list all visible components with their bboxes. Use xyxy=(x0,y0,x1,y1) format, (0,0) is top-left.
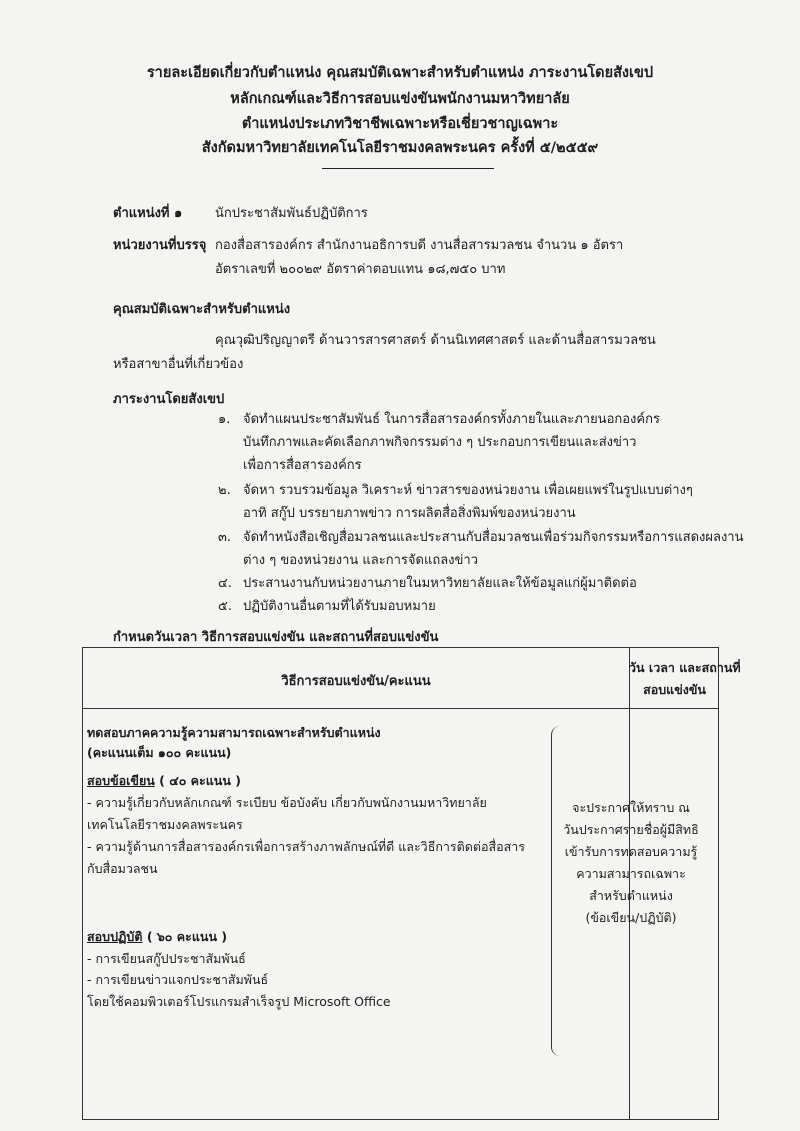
header-line-3: ตำแหน่งประเภทวิชาชีพเฉพาะหรือเชี่ยวชาญเฉพาะ xyxy=(241,116,559,132)
header-divider xyxy=(322,168,494,169)
duty-line: ประสานงานกับหน่วยงานภายในมหาวิทยาลัยและให้ข้อมูลแก่ผู้มาติดต่อ xyxy=(243,576,637,591)
written-score: ( ๔๐ คะแนน ) xyxy=(159,773,241,788)
practical-item: โดยใช้คอมพิวเตอร์โปรแกรมสำเร็จรูป Microsoft Office xyxy=(87,994,391,1009)
duty-number: ๔. xyxy=(218,576,232,591)
written-item: เทคโนโลยีราชมงคลพระนคร xyxy=(87,817,243,832)
duty-line: อาทิ สกู๊ป บรรยายภาพข่าว การผลิตสื่อสิ่งพิมพ์ของหน่วยงาน xyxy=(243,506,576,521)
exam-total: (คะแนนเต็ม ๑๐๐ คะแนน) xyxy=(87,745,232,760)
exam-title: ทดสอบภาคความรู้ความสามารถเฉพาะสำหรับตำแหน่ง xyxy=(87,725,381,740)
column-header-method: วิธีการสอบแข่งขัน/คะแนน xyxy=(281,674,431,689)
duties-heading: ภาระงานโดยสังเขป xyxy=(113,392,225,407)
table-header-divider xyxy=(83,708,718,709)
duty-number: ๕. xyxy=(218,599,232,614)
header-line-4: สังกัดมหาวิทยาลัยเทคโนโลยีราชมงคลพระนคร ครั้งที่ ๕/๒๕๕๙ xyxy=(201,140,599,156)
duty-line: จัดทำหนังสือเชิญสื่อมวลชนและประสานกับสื่อมวลชนเพื่อร่วมกิจกรรมหรือการแสดงผลงาน xyxy=(243,530,744,545)
duty-line: ปฏิบัติงานอื่นตามที่ได้รับมอบหมาย xyxy=(243,599,436,614)
announcement-line: จะประกาศให้ทราบ ณ xyxy=(572,800,690,815)
position-value: นักประชาสัมพันธ์ปฏิบัติการ xyxy=(215,206,368,221)
announcement-text xyxy=(551,797,711,929)
unit-label: หน่วยงานที่บรรจุ xyxy=(113,238,207,253)
duty-line: จัดหา รวบรวมข้อมูล วิเคราะห์ ข่าวสารของหน่วยงาน เพื่อเผยแพร่ในรูปแบบต่างๆ xyxy=(243,483,693,498)
announcement-line: วันประกาศรายชื่อผู้มีสิทธิ xyxy=(563,822,699,837)
unit-line-2: อัตราเลขที่ ๒๐๐๒๙ อัตราค่าตอบแทน ๑๘,๗๕๐ บาท xyxy=(215,262,506,277)
qualification-heading: คุณสมบัติเฉพาะสำหรับตำแหน่ง xyxy=(113,302,291,317)
duty-line: บันทึกภาพและคัดเลือกภาพกิจกรรมต่าง ๆ ประกอบการเขียนและส่งข่าว xyxy=(243,435,637,450)
duty-number: ๓. xyxy=(218,530,232,545)
duty-line: จัดทำแผนประชาสัมพันธ์ ในการสื่อสารองค์กรทั้งภายในและภายนอกองค์กร xyxy=(243,412,660,427)
header-line-2: หลักเกณฑ์และวิธีการสอบแข่งขันพนักงานมหาวิทยาลัย xyxy=(230,91,570,107)
practical-label: สอบปฏิบัติ xyxy=(87,929,143,944)
announcement-line: (ข้อเขียน/ปฏิบัติ) xyxy=(585,910,677,925)
header-line-1: รายละเอียดเกี่ยวกับตำแหน่ง คุณสมบัติเฉพาะสำหรับตำแหน่ง ภาระงานโดยสังเขป xyxy=(146,65,654,81)
announcement-line: สำหรับตำแหน่ง xyxy=(589,888,673,903)
column-header-schedule-1: วัน เวลา และสถานที่ xyxy=(629,660,741,675)
qualification-line-1: คุณวุฒิปริญญาตรี ด้านวารสารศาสตร์ ด้านนิเทศศาสตร์ และด้านสื่อสารมวลชน xyxy=(215,333,656,348)
written-item: กับสื่อมวลชน xyxy=(87,861,158,876)
schedule-heading: กำหนดวันเวลา วิธีการสอบแข่งขัน และสถานที่สอบแข่งขัน xyxy=(113,630,439,645)
practical-item: - การเขียนสกู๊ปประชาสัมพันธ์ xyxy=(87,951,246,966)
column-header-schedule-2: สอบแข่งขัน xyxy=(643,682,706,697)
qualification-line-2: หรือสาขาอื่นที่เกี่ยวข้อง xyxy=(113,357,244,372)
written-label: สอบข้อเขียน xyxy=(87,773,155,788)
practical-item: - การเขียนข่าวแจกประชาสัมพันธ์ xyxy=(87,972,269,987)
written-item: - ความรู้ด้านการสื่อสารองค์กรเพื่อการสร้างภาพลักษณ์ที่ดี และวิธีการติดต่อสื่อสาร xyxy=(87,839,525,854)
announcement-line: ความสามารถเฉพาะ xyxy=(576,866,686,881)
announcement-line: เข้ารับการทดสอบความรู้ xyxy=(564,844,698,859)
duty-number: ๒. xyxy=(218,483,231,498)
duty-line: ต่าง ๆ ของหน่วยงาน และการจัดแถลงข่าว xyxy=(243,553,479,568)
duty-line: เพื่อการสื่อสารองค์กร xyxy=(243,458,362,473)
duty-number: ๑. xyxy=(218,412,231,427)
written-item: - ความรู้เกี่ยวกับหลักเกณฑ์ ระเบียบ ข้อบังคับ เกี่ยวกับพนักงานมหาวิทยาลัย xyxy=(87,795,487,810)
unit-line-1: กองสื่อสารองค์กร สำนักงานอธิการบดี งานสื่อสารมวลชน จำนวน ๑ อัตรา xyxy=(215,238,624,253)
exam-table xyxy=(82,647,741,1120)
practical-score: ( ๖๐ คะแนน ) xyxy=(146,929,228,944)
position-label: ตำแหน่งที่ ๑ xyxy=(113,206,183,221)
